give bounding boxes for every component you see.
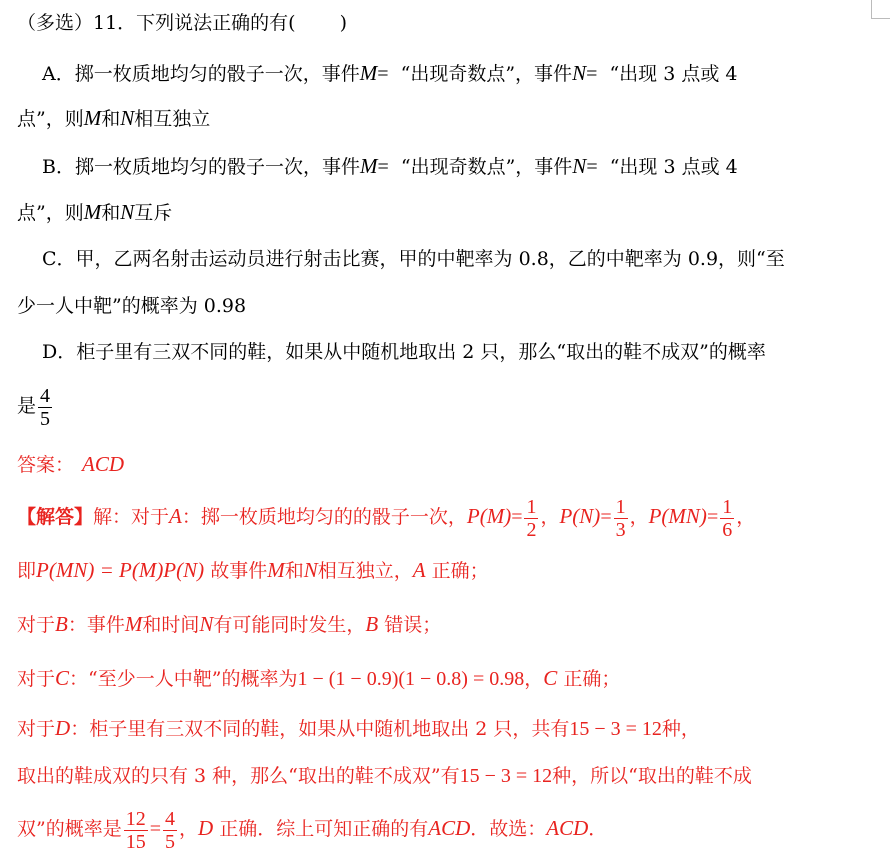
option-b-var-n: N: [572, 154, 587, 178]
solution-l4-c2: C: [543, 666, 558, 690]
option-b-var-m-2: M: [83, 200, 102, 224]
solution-l7-d: D: [198, 816, 214, 840]
solution-l2-m: M: [267, 558, 285, 582]
solution-l2-n: N: [303, 558, 318, 582]
frac-2-num: 1: [615, 495, 626, 518]
option-b-eq: =: [377, 156, 389, 178]
solution-line-6: [17, 764, 752, 788]
solution-l5-formula: 15 − 3 = 12: [569, 718, 662, 740]
solution-l1-comma-2: ，: [629, 506, 649, 528]
frac-1-num: 1: [526, 495, 537, 518]
option-a-var-n: N: [572, 61, 587, 85]
option-a-conclusion: 相互独立: [134, 108, 211, 130]
option-d-text-2: 是: [17, 395, 37, 417]
solution-l7-frac-2: [163, 808, 177, 853]
option-d-fraction: [38, 385, 52, 430]
frac-3-den: 6: [722, 518, 733, 541]
solution-l7-eq: =: [149, 818, 161, 840]
solution-l5-pre: 对于: [17, 718, 56, 740]
question-header-text: （多选）11．下列说法正确的有( ): [17, 12, 348, 34]
solution-l7-acd-2: ACD: [546, 816, 589, 840]
option-b-text-2: 点”，则: [17, 202, 84, 224]
page-corner-mark: [871, 0, 890, 19]
solution-l3-m: M: [124, 612, 143, 636]
frac-3-num: 1: [722, 495, 733, 518]
option-b-event-n: “出现 3 点或 4: [609, 156, 738, 178]
solution-line-1: [17, 492, 755, 541]
solution-l7-t4: ．故选：: [470, 818, 547, 840]
option-d-line-2: [17, 382, 54, 430]
solution-l7-t2: ，: [179, 818, 199, 840]
answer-label: 答案：: [17, 454, 75, 476]
solution-l1-pre: 解：对于: [93, 506, 170, 528]
option-a-line-1: [42, 61, 737, 86]
option-a-eq: =: [377, 63, 389, 85]
solution-l7-frac-1: [124, 808, 148, 853]
option-a-var-m: M: [359, 61, 378, 85]
solution-l2-mid: 故事件: [210, 560, 268, 582]
option-d-label: D．: [42, 341, 77, 363]
option-b-var-n-2: N: [120, 200, 135, 224]
solution-l4-c: C: [55, 666, 70, 690]
solution-l5-t1: ：柜子里有三双不同的鞋，如果从中随机地取出 2 只，共有: [70, 718, 570, 740]
frac-12-num: 12: [125, 807, 146, 830]
option-b-conclusion: 互斥: [134, 202, 173, 224]
solution-l3-b: B: [55, 612, 68, 636]
option-b-event-m: “出现奇数点”，事件: [400, 156, 573, 178]
frac-4-num: 4: [165, 807, 175, 830]
solution-l6-formula: 15 − 3 = 12: [459, 765, 553, 787]
option-a-line-2: [17, 106, 210, 131]
solution-l1-pn: P(N): [559, 504, 601, 528]
solution-l2-end: 正确；: [431, 560, 489, 582]
question-header: [17, 11, 347, 35]
option-c-line-1: [42, 247, 785, 271]
option-a-text: 掷一枚质地均匀的骰子一次，事件: [74, 63, 360, 85]
option-c-text: 甲，乙两名射击运动员进行射击比赛，甲的中靶率为 0.8，乙的中靶率为 0.9，则“至: [75, 248, 785, 270]
option-b-text: 掷一枚质地均匀的骰子一次，事件: [74, 156, 360, 178]
solution-line-5: [17, 716, 700, 741]
solution-l7-t3: 正确．综上可知正确的有: [219, 818, 429, 840]
solution-l3-end: 错误；: [384, 614, 442, 636]
frac-15-den: 15: [125, 830, 146, 853]
solution-line-4: [17, 666, 620, 691]
option-d-frac-num: 4: [40, 384, 51, 407]
solution-l7-acd: ACD: [428, 816, 471, 840]
solution-l1-a: A: [169, 504, 182, 528]
solution-l1-frac-2: [614, 496, 628, 541]
option-d-text: 柜子里有三双不同的鞋，如果从中随机地取出 2 只，那么“取出的鞋不成双”的概率: [76, 341, 766, 363]
solution-l5-d: D: [55, 716, 71, 740]
solution-l1-frac-3: [720, 496, 734, 541]
option-a-var-n-2: N: [120, 106, 135, 130]
solution-l7-end: ．: [588, 818, 608, 840]
solution-l1-eq1: =: [511, 506, 523, 528]
option-a-eq-2: =: [586, 63, 598, 85]
solution-l2-and: 和: [284, 560, 304, 582]
solution-l4-t1: ：“至少一人中靶”的概率为: [69, 668, 298, 690]
option-b-line-1: [42, 154, 738, 179]
option-b-eq-2: =: [586, 156, 598, 178]
option-c-label: C．: [42, 248, 76, 270]
solution-l6-t1: 取出的鞋成双的只有 3 种，那么“取出的鞋不成双”有: [17, 765, 460, 787]
solution-l4-pre: 对于: [17, 668, 56, 690]
frac-2-den: 3: [615, 518, 626, 541]
answer-line: [17, 452, 124, 477]
option-c-line-2: [17, 294, 246, 318]
solution-l1-text: ：掷一枚质地均匀的的骰子一次，: [181, 506, 467, 528]
solution-l1-eq2: =: [600, 506, 612, 528]
solution-l1-comma-3: ，: [736, 506, 756, 528]
option-d-line-1: [42, 340, 766, 364]
solution-l3-t2: 和时间: [142, 614, 200, 636]
option-a-event-m: “出现奇数点”，事件: [400, 63, 573, 85]
option-b-line-2: [17, 200, 172, 225]
solution-line-2: [17, 558, 489, 583]
solution-l3-t3: 有可能同时发生，: [213, 614, 366, 636]
solution-l1-frac-1: [524, 496, 538, 541]
option-a-var-m-2: M: [83, 106, 102, 130]
solution-line-3: [17, 612, 441, 637]
solution-l4-t2: ，: [524, 668, 544, 690]
option-a-text-2: 点”，则: [17, 108, 84, 130]
solution-l4-end: 正确；: [563, 668, 621, 690]
solution-l2-a: A: [412, 558, 426, 582]
option-d-frac-den: 5: [40, 407, 51, 430]
option-b-var-m: M: [359, 154, 378, 178]
option-c-text-2: 少一人中靶”的概率为 0.98: [17, 295, 247, 317]
solution-l3-b2: B: [365, 612, 379, 636]
solution-l2-formula: P(MN) = P(M)P(N): [36, 558, 205, 582]
solution-l2-text: 相互独立，: [317, 560, 413, 582]
frac-1-den: 2: [526, 518, 537, 541]
option-b-and: 和: [101, 202, 121, 224]
option-a-event-n: “出现 3 点或 4: [609, 63, 738, 85]
solution-l5-end: 种，: [661, 718, 700, 740]
solution-l1-eq3: =: [706, 506, 719, 528]
solution-l3-pre: 对于: [17, 614, 56, 636]
solution-line-7: [17, 802, 607, 855]
option-a-and: 和: [101, 108, 121, 130]
option-a-label: A．: [42, 63, 75, 85]
solution-l3-t1: ：事件: [67, 614, 125, 636]
solution-l1-pmn: P(MN): [648, 504, 707, 528]
solution-l6-end: 种，所以“取出的鞋不成: [552, 765, 752, 787]
answer-value: ACD: [82, 452, 125, 476]
solution-l2-pre: 即: [17, 560, 37, 582]
frac-5-den: 5: [165, 830, 175, 853]
solution-l7-t1: 双”的概率是: [17, 818, 122, 840]
solution-tag: 【解答】: [17, 506, 94, 528]
solution-l1-comma-1: ，: [540, 506, 560, 528]
option-b-label: B．: [42, 156, 75, 178]
solution-l1-pm: P(M): [466, 504, 512, 528]
solution-l4-formula: 1 − (1 − 0.9)(1 − 0.8) = 0.98: [297, 668, 525, 690]
solution-l3-n: N: [199, 612, 214, 636]
